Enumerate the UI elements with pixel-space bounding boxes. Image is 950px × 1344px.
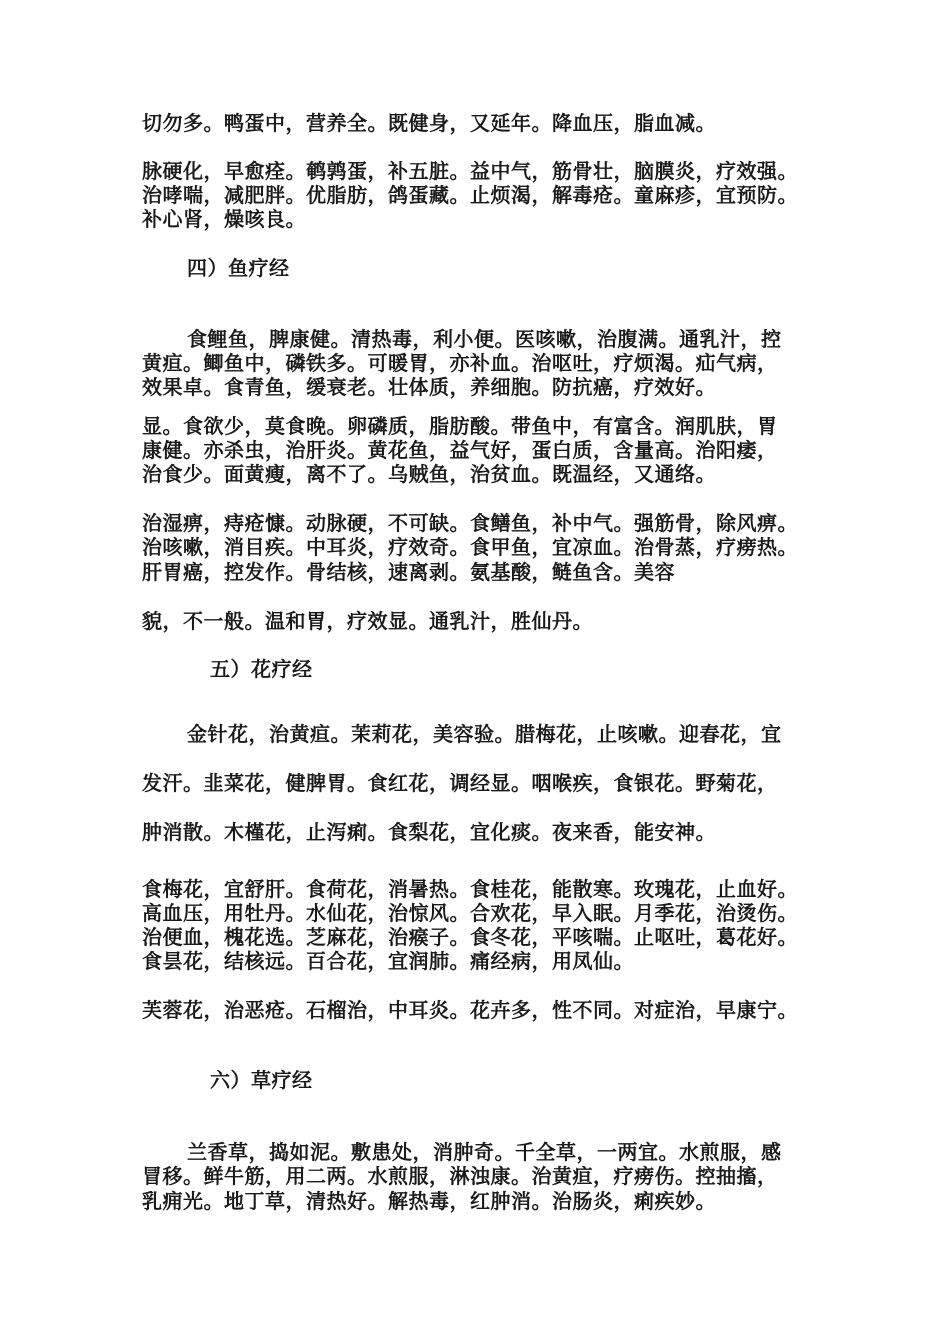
line-17: 金针花，治黄疸。茉莉花，美容验。腊梅花，止咳嗽。迎春花，宜 [187,722,782,746]
section-heading-flower: 五）花疗经 [210,657,313,681]
line-20: 食梅花，宜舒肝。食荷花，消暑热。食桂花，能散寒。玫瑰花，止血好。 [142,877,798,901]
line-12: 治湿痹，痔疮慷。动脉硬，不可缺。食鳝鱼，补中气。强筋骨，除风痹。 [142,511,798,535]
line-10: 康健。亦杀虫，治肝炎。黄花鱼，益气好，蛋白质，含量高。治阳痿， [142,438,778,462]
line-3: 治哮喘，减肥胖。优脂肪，鸽蛋藏。止烦渴，解毒疮。童麻疹，宜预防。 [142,183,798,207]
line-24: 芙蓉花，治恶疮。石榴治，中耳炎。花卉多，性不同。对症治，早康宁。 [142,998,798,1022]
line-2: 脉硬化，早愈痊。鹌鹑蛋，补五脏。益中气，筋骨壮，脑膜炎，疗效强。 [142,159,798,183]
line-8: 效果卓。食青鱼，缓衰老。壮体质，养细胞。防抗癌，疗效好。 [142,375,716,399]
line-13: 治咳嗽，消目疾。中耳炎，疗效奇。食甲鱼，宜凉血。治骨蒸，疗痨热。 [142,535,798,559]
line-28: 乳痈光。地丁草，清热好。解热毒，红肿消。治肠炎，痢疾妙。 [142,1189,716,1213]
line-22: 治便血，槐花选。芝麻花，治瘊子。食冬花，平咳喘。止呕吐，葛花好。 [142,925,798,949]
line-14: 肝胃癌，控发作。骨结核，速离剥。氨基酸，鲢鱼含。美容 [142,560,675,584]
line-21: 高血压，用牡丹。水仙花，治惊风。合欢花，早入眠。月季花，治烫伤。 [142,901,798,925]
line-6: 食鲤鱼，脾康健。清热毒，利小便。医咳嗽，治腹满。通乳汁，控 [187,327,782,351]
line-23: 食昙花，结核远。百合花，宜润肺。痛经病，用凤仙。 [142,949,634,973]
line-26: 兰香草，捣如泥。敷患处，消肿奇。千全草，一两宜。水煎服，感 [187,1140,782,1164]
section-heading-herb: 六）草疗经 [210,1068,313,1092]
line-27: 冒移。鲜牛筋，用二两。水煎服，淋浊康。治黄疸，疗痨伤。控抽搐， [142,1164,778,1188]
line-18: 发汗。韭菜花，健脾胃。食红花，调经显。咽喉疾，食银花。野菊花， [142,771,778,795]
line-15: 貌，不一般。温和胃，疗效显。通乳汁，胜仙丹。 [142,609,593,633]
section-heading-fish: 四）鱼疗经 [187,256,290,280]
line-1: 切勿多。鸭蛋中，营养全。既健身，又延年。降血压，脂血减。 [142,111,716,135]
line-9: 显。食欲少，莫食晚。卵磷质，脂肪酸。带鱼中，有富含。润肌肤，胃 [142,414,778,438]
line-4: 补心肾，燥咳良。 [142,207,306,231]
line-7: 黄疸。鲫鱼中，磷铁多。可暖胃，亦补血。治呕吐，疗烦渴。疝气病， [142,351,778,375]
line-19: 肿消散。木槿花，止泻痢。食梨花，宜化痰。夜来香，能安神。 [142,820,716,844]
line-11: 治食少。面黄瘦，离不了。乌贼鱼，治贫血。既温经，又通络。 [142,462,716,486]
